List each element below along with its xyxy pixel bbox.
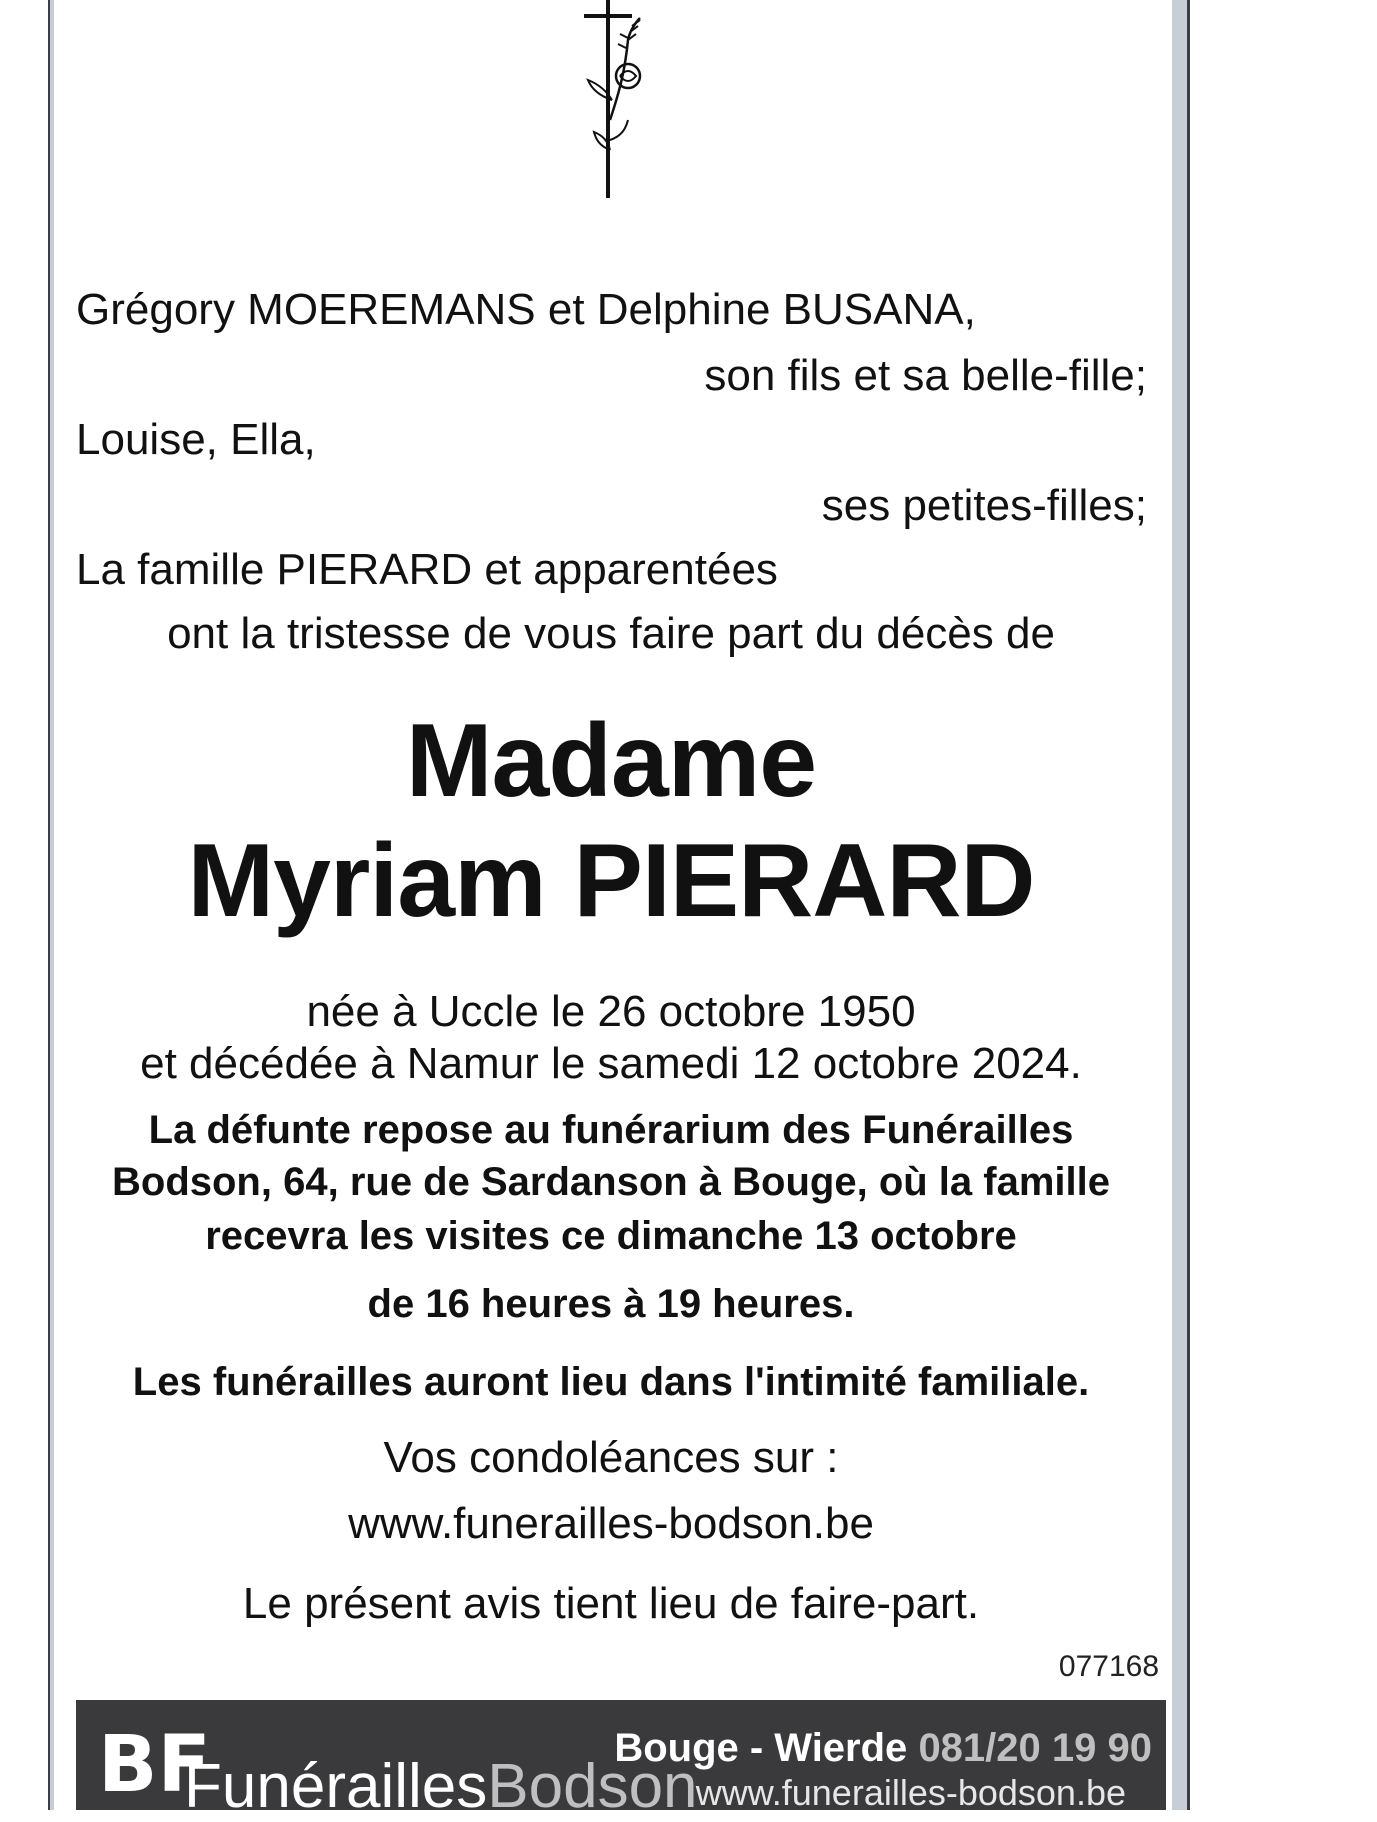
death-line: et décédée à Namur le samedi 12 octobre 2024. [140,1039,1082,1088]
brand-name-part2: Bodson [487,1752,698,1821]
visit-line-4: de 16 heures à 19 heures. [367,1282,855,1326]
funeral-line: Les funérailles auront lieu dans l'intimité familiale. [132,1360,1090,1404]
notice-line: Le présent avis tient lieu de faire-part. [242,1579,980,1628]
intro-line-2: son fils et sa belle-fille; [704,351,1147,400]
footer-contact [614,1726,1152,1771]
intro-line-5: La famille PIERARD et apparentées [76,545,778,594]
bodson-logo-icon: BF [98,1720,211,1810]
footer-locations: Bouge - Wierde [614,1726,908,1770]
condolences-website: www.funerailles-bodson.be [348,1499,874,1548]
intro-line-3: Louise, Ella, [76,415,316,464]
visit-line-3: recevra les visites ce dimanche 13 octobre [205,1214,1017,1258]
frame-left-border [48,0,54,1810]
intro-line-1: Grégory MOEREMANS et Delphine BUSANA, [76,285,976,334]
cross-with-flower-icon [570,0,670,200]
brand-name-part1: Funérailles [184,1752,488,1821]
footer-website: www.funerailles-bodson.be [695,1772,1126,1813]
deceased-name: Myriam PIERARD [187,823,1035,939]
footer-banner [76,1700,1166,1821]
birth-line: née à Uccle le 26 octobre 1950 [306,987,916,1036]
frame-right-border [1172,0,1190,1810]
condolences-line: Vos condoléances sur : [383,1433,839,1482]
reference-number: 077168 [1058,1650,1159,1683]
intro-line-6: ont la tristesse de vous faire part du décès de [167,609,1055,658]
visit-line-1: La défunte repose au funérarium des Funérailles [148,1108,1074,1152]
visit-line-2: Bodson, 64, rue de Sardanson à Bouge, où la famille [112,1160,1110,1204]
footer-phone: 081/20 19 90 [918,1726,1152,1770]
deceased-title: Madame [405,703,817,819]
intro-line-4: ses petites-filles; [821,481,1147,530]
